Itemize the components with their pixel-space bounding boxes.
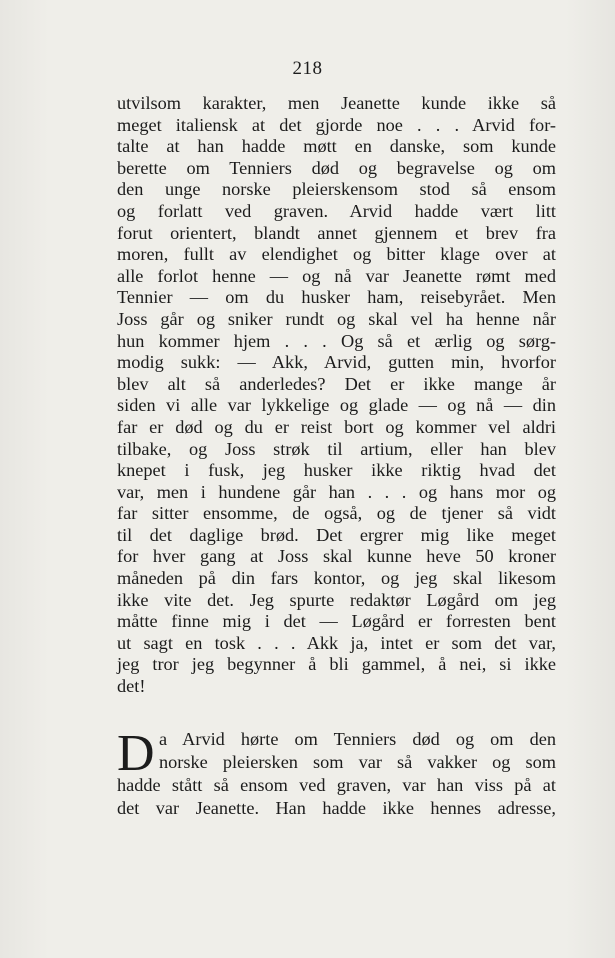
text-line: den unge norske pleierskensom stod så ensom <box>117 179 556 200</box>
text-line: utvilsom karakter, men Jeanette kunde ikke så <box>117 93 556 113</box>
text-line: meget italiensk at det gjorde noe . . . Arvid for- <box>117 114 556 135</box>
text-line: knepet i fusk, jeg husker ikke riktig hvad det <box>117 460 556 481</box>
text-line: ut sagt en tosk . . . Akk ja, intet er som det var, <box>117 632 556 653</box>
text-line: måtte finne mig i det — Løgård er forresten bent <box>117 611 556 632</box>
text-line: a Arvid hørte om Tenniers død og om den <box>159 729 556 749</box>
text-line: berette om Tenniers død og begravelse og om <box>117 157 556 178</box>
text-line: siden vi alle var lykkelige og glade — og nå — din <box>117 395 556 416</box>
text-line: det! <box>117 676 146 697</box>
text-line: modig sukk: — Akk, Arvid, gutten min, hvorfor <box>117 352 556 373</box>
text-line: og forlatt ved graven. Arvid hadde vært litt <box>117 200 556 221</box>
text-line: talte at han hadde møtt en danske, som kunde <box>117 136 556 157</box>
text-line: for hver gang at Joss skal kunne heve 50 kroner <box>117 546 556 567</box>
text-line: alle forlot henne — og nå var Jeanette rømt med <box>117 265 556 286</box>
page-number: 218 <box>292 58 323 79</box>
text-line: far sitter ensomme, de også, og de tjener så vidt <box>117 503 556 524</box>
text-line: far er død og du er reist bort og kommer vel aldri <box>117 416 556 437</box>
text-line: hadde stått så ensom ved graven, var han viss på at <box>117 775 556 795</box>
text-line: jeg tror jeg begynner å bli gammel, å nei, si ikke <box>117 654 556 675</box>
text-line: Joss går og sniker rundt og skal vel ha henne når <box>117 308 556 329</box>
text-line: tilbake, og Joss strøk til artium, eller han blev <box>117 438 556 459</box>
text-line: ikke vite det. Jeg spurte redaktør Løgård om jeg <box>117 589 556 610</box>
text-line: var, men i hundene går han . . . og hans mor og <box>117 481 556 502</box>
text-line: moren, fullt av elendighet og bitter klage over at <box>117 244 556 265</box>
text-line: blev alt så anderledes? Det er ikke mange år <box>117 373 556 394</box>
text-line: norske pleiersken som var så vakker og som <box>159 752 556 772</box>
paragraph-1 <box>117 93 556 698</box>
text-line: til det daglige brød. Det ergrer mig like meget <box>117 524 556 545</box>
text-line: det var Jeanette. Han hadde ikke hennes adresse, <box>117 798 556 818</box>
text-line: forut orientert, blandt annet gjennem et brev fra <box>117 222 556 243</box>
drop-cap: D <box>117 725 155 782</box>
section-2 <box>117 725 556 820</box>
text-line: hun kommer hjem . . . Og så et ærlig og sørg- <box>117 330 556 351</box>
text-line: Tennier — om du husker ham, reisebyrået. Men <box>117 287 556 308</box>
text-line: måneden på din fars kontor, og jeg skal likesom <box>117 568 556 589</box>
